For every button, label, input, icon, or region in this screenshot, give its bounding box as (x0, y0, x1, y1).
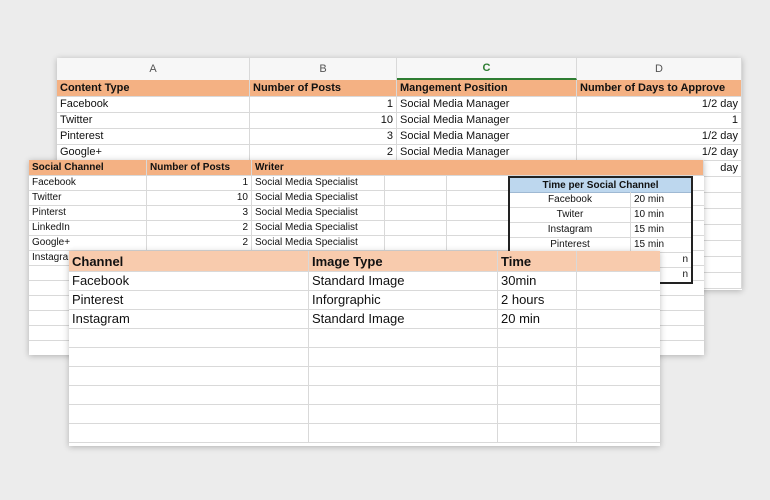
table-row (510, 222, 691, 238)
table-row (69, 347, 660, 367)
header-cell[interactable]: Content Type (57, 80, 250, 96)
table-cell[interactable] (309, 385, 498, 404)
table-row (57, 96, 742, 113)
table-row (510, 207, 691, 223)
table-cell[interactable] (69, 404, 309, 423)
table-cell[interactable]: 1/2 day (577, 96, 742, 112)
header-cell[interactable]: Social Channel (29, 160, 147, 175)
table-cell[interactable]: Facebook (29, 175, 147, 190)
spreadsheet-front (69, 251, 660, 446)
table-cell[interactable] (69, 328, 309, 347)
table-cell[interactable]: Instagram (69, 309, 309, 328)
table-cell[interactable]: n (682, 254, 688, 265)
header-cell[interactable]: Number of Days to Approve (577, 80, 742, 96)
time-table-title-row (510, 178, 691, 193)
header-cell[interactable]: Writer (252, 160, 704, 175)
header-cell[interactable]: Image Type (309, 251, 498, 271)
table-cell[interactable] (577, 271, 660, 290)
table-row (69, 423, 660, 443)
table-cell[interactable]: Social Media Specialist (252, 205, 385, 220)
table-cell[interactable]: day (577, 160, 742, 176)
table-cell[interactable] (69, 366, 309, 385)
table-cell[interactable]: Social Media Manager (397, 144, 577, 160)
header-row (57, 80, 742, 97)
table-cell[interactable]: 1/2 day (577, 144, 742, 160)
table-cell[interactable] (309, 328, 498, 347)
table-cell[interactable] (309, 366, 498, 385)
column-header-c[interactable]: C (397, 58, 577, 80)
table-cell[interactable] (577, 309, 660, 328)
header-cell[interactable]: Mangement Position (397, 80, 577, 96)
table-cell[interactable]: Social Media Manager (397, 96, 577, 112)
table-cell[interactable]: 20 min (634, 194, 665, 205)
table-cell[interactable]: Social Media Specialist (252, 235, 385, 250)
column-letter-row (57, 58, 742, 81)
table-cell[interactable]: 3 (250, 128, 397, 144)
table-cell[interactable]: Social Media Specialist (252, 220, 385, 235)
table-cell[interactable]: 1 (250, 96, 397, 112)
table-row (69, 385, 660, 405)
table-cell[interactable]: Twitter (29, 190, 147, 205)
table-cell[interactable]: 1 (577, 112, 742, 128)
table-row (57, 112, 742, 129)
table-cell[interactable] (385, 235, 447, 250)
header-cell[interactable]: Time (498, 251, 577, 271)
table-cell[interactable]: Social Media Specialist (252, 190, 385, 205)
table-cell[interactable]: 10 min (634, 209, 665, 220)
table-cell[interactable]: Google+ (57, 144, 250, 160)
table-cell[interactable]: Twiter (510, 207, 631, 222)
column-header-a[interactable]: A (57, 58, 250, 80)
table-cell[interactable]: Social Media Manager (397, 128, 577, 144)
table-cell[interactable] (498, 423, 577, 442)
table-cell[interactable]: 10 (147, 190, 252, 205)
table-cell[interactable]: 1/2 day (577, 128, 742, 144)
column-header-d[interactable]: D (577, 58, 742, 80)
table-cell[interactable]: 2 hours (498, 290, 577, 309)
table-row (69, 271, 660, 291)
header-cell[interactable]: Channel (69, 251, 309, 271)
table-cell[interactable] (385, 190, 447, 205)
table-row (510, 192, 691, 208)
table-row (57, 144, 742, 161)
table-cell[interactable] (69, 385, 309, 404)
table-cell[interactable]: 3 (147, 205, 252, 220)
table-row (57, 128, 742, 145)
table-cell[interactable] (498, 328, 577, 347)
table-cell[interactable]: 10 (250, 112, 397, 128)
table-cell[interactable] (498, 385, 577, 404)
table-row (69, 309, 660, 329)
table-cell[interactable] (309, 347, 498, 366)
table-row (69, 404, 660, 424)
header-cell[interactable]: Number of Posts (250, 80, 397, 96)
table-cell[interactable] (577, 290, 660, 309)
table-cell[interactable]: Facebook (510, 192, 631, 207)
table-cell[interactable]: 30min (498, 271, 577, 290)
table-cell[interactable] (69, 423, 309, 442)
table-cell[interactable]: 15 min (634, 224, 665, 235)
table-cell[interactable] (309, 423, 498, 442)
table-cell[interactable]: 2 (250, 144, 397, 160)
table-cell[interactable] (385, 175, 447, 190)
time-table-title[interactable]: Time per Social Channel (542, 179, 659, 191)
table-row (69, 290, 660, 310)
table-cell[interactable]: Pinterest (510, 237, 631, 252)
table-cell[interactable]: 2 (147, 220, 252, 235)
table-cell[interactable]: n (682, 269, 688, 280)
table-cell[interactable]: Standard Image (309, 309, 498, 328)
table-cell[interactable] (385, 205, 447, 220)
header-cell[interactable]: Number of Posts (147, 160, 252, 175)
table-cell[interactable]: LinkedIn (29, 220, 147, 235)
table-cell[interactable]: Pinterst (29, 205, 147, 220)
table-cell[interactable]: Pinterest (69, 290, 309, 309)
header-cell[interactable] (577, 251, 660, 271)
table-cell[interactable]: Pinterest (57, 128, 250, 144)
table-cell[interactable]: Inforgraphic (309, 290, 498, 309)
table-cell[interactable]: Instagra (29, 250, 147, 265)
table-cell[interactable]: Twitter (57, 112, 250, 128)
table-cell[interactable]: Facebook (57, 96, 250, 112)
table-cell[interactable]: Social Media Manager (397, 112, 577, 128)
table-cell[interactable] (498, 347, 577, 366)
table-cell[interactable]: 2 (147, 235, 252, 250)
table-cell[interactable]: Standard Image (309, 271, 498, 290)
header-row (29, 160, 704, 176)
table-cell[interactable]: 15 min (634, 239, 665, 250)
table-row (69, 328, 660, 348)
table-cell[interactable] (498, 366, 577, 385)
table-cell[interactable] (385, 220, 447, 235)
table-cell[interactable]: Google+ (29, 235, 147, 250)
table-cell[interactable] (309, 404, 498, 423)
table-cell[interactable]: 20 min (498, 309, 577, 328)
table-cell[interactable]: 1 (147, 175, 252, 190)
table-cell[interactable] (69, 347, 309, 366)
header-row (69, 251, 660, 272)
table-cell[interactable] (498, 404, 577, 423)
column-header-b[interactable]: B (250, 58, 397, 80)
table-cell[interactable]: Social Media Specialist (252, 175, 385, 190)
table-cell[interactable]: Facebook (69, 271, 309, 290)
table-cell[interactable]: Instagram (510, 222, 631, 237)
table-row (69, 366, 660, 386)
